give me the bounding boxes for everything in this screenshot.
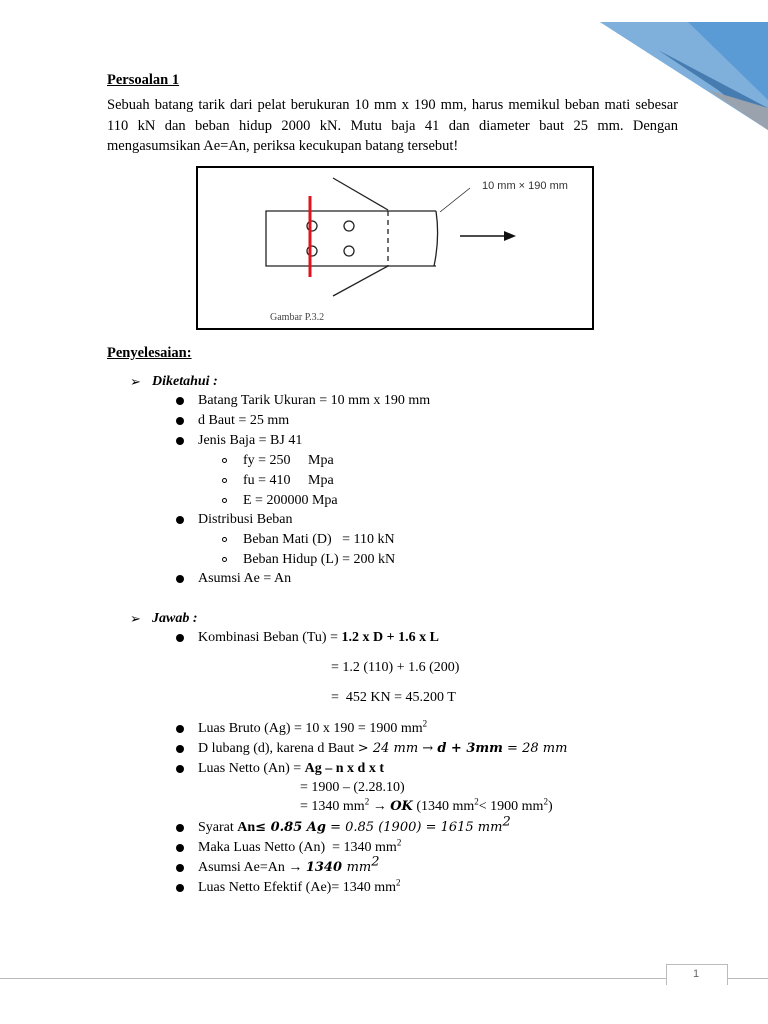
luas-netto-formula: Ag – n x d x t: [304, 761, 385, 776]
figure-caption: Gambar P.3.2: [270, 312, 325, 323]
list-item: Asumsi Ae = An: [198, 571, 292, 586]
bullet-icon: [176, 437, 184, 445]
list-item: Beban Hidup (L) = 200 kN: [243, 552, 396, 567]
bullet-icon: [176, 844, 184, 852]
luas-bruto-text: Luas Bruto (Ag) = 10 x 190 = 1900 mm: [198, 721, 423, 736]
sub-bullet-icon: [222, 498, 227, 503]
ok-label: OK: [390, 799, 413, 814]
luas-bruto: [198, 720, 427, 738]
problem-statement: Sebuah batang tarik dari pelat berukuran 10 mm x 190 mm, harus memikul beban mati sebesar 110 kN dan beban hidup 2000 kN. Mutu baja 41 dan diameter baut 25 mm. Dengan mengasumsikan Ae=An, periksa kecukupan batang tersebut!: [107, 97, 678, 154]
luas-netto-check: = 1340 $mm^2$ → OK (1340 $mm^2< 1900$ $mm^2$): [300, 796, 553, 814]
luas-netto-efektif: [198, 879, 401, 897]
luas-netto-step: = 1900 – (2.28.10): [300, 780, 405, 795]
kombinasi-label: Kombinasi Beban (Tu) =: [198, 630, 342, 645]
superscript: 2: [474, 796, 479, 807]
superscript: 2: [422, 718, 428, 729]
d-lubang-math-bold: d + 3mm: [437, 741, 503, 756]
bullet-icon: [176, 516, 184, 524]
list-item: Beban Mati (D) = 110 kN: [243, 532, 395, 547]
arrow-bullet-icon: ➢: [130, 374, 141, 389]
bullet-icon: [176, 884, 184, 892]
load-arrow: [460, 231, 516, 241]
bullet-icon: [176, 575, 184, 583]
luas-netto-compare: (1340 mm: [412, 799, 475, 814]
problem-title: Persoalan 1: [107, 72, 180, 88]
arrow-bullet-icon: ➢: [130, 611, 141, 626]
d-lubang-text: D lubang (d), karena d Baut: [198, 741, 358, 756]
bullet-icon: [176, 765, 184, 773]
sub-bullet-icon: [222, 557, 227, 562]
kombinasi-formula: 1.2 x D + 1.6 x L: [341, 630, 439, 645]
list-item: fu = 410 Mpa: [243, 473, 334, 488]
syarat-result: = 0.85 (1900) = 1615 mm: [325, 820, 503, 835]
superscript: 2: [364, 796, 370, 807]
kombinasi-beban: [198, 629, 439, 647]
list-item: Jenis Baja = BJ 41: [198, 433, 303, 448]
asumsi-value: 1340: [305, 860, 347, 875]
plate-drawing: [266, 178, 470, 296]
bullet-icon: [176, 864, 184, 872]
superscript: 2: [502, 814, 511, 830]
page-number: 1: [692, 968, 700, 980]
bullet-icon: [176, 397, 184, 405]
syarat-label: Syarat: [198, 820, 238, 835]
bullet-icon: [176, 725, 184, 733]
paren: ): [547, 799, 553, 814]
list-item: E = 200000 Mpa: [243, 493, 338, 508]
syarat: [198, 814, 511, 837]
footer-line: [0, 978, 768, 979]
solution-heading: Penyelesaian:: [107, 345, 192, 361]
bullet-icon: [176, 417, 184, 425]
sub-bullet-icon: [222, 458, 227, 463]
bolted-plate-figure: [196, 166, 594, 330]
kombinasi-step: = 1.2 (110) + 1.6 (200): [331, 660, 460, 675]
list-item: Batang Tarik Ukuran = 10 mm x 190 mm: [198, 393, 431, 408]
d-lubang-result: = 28 mm: [502, 741, 568, 756]
asumsi-ae-an: [198, 854, 380, 877]
luas-netto-label: Luas Netto (An) =: [198, 761, 305, 776]
dimension-label: 10 mm × 190 mm: [482, 180, 568, 192]
d-lubang: [198, 740, 567, 758]
list-item: d Baut = 25 mm: [198, 413, 290, 428]
superscript: 2: [371, 854, 380, 870]
asumsi-text: Asumsi Ae=An →: [198, 860, 306, 875]
bullet-icon: [176, 745, 184, 753]
luas-netto-compare2: < 1900 mm: [478, 799, 544, 814]
superscript: 2: [396, 837, 402, 848]
jawab-heading: Jawab :: [152, 611, 198, 626]
bullet-icon: [176, 824, 184, 832]
sub-bullet-icon: [222, 478, 227, 483]
diketahui-heading: Diketahui :: [152, 374, 218, 389]
d-lubang-math: > 24 mm →: [357, 741, 438, 756]
superscript: 2: [543, 796, 548, 807]
superscript: 2: [396, 877, 401, 888]
sub-bullet-icon: [222, 537, 227, 542]
asumsi-unit: mm: [346, 860, 372, 875]
syarat-an: An: [237, 820, 256, 835]
syarat-math: ≤ 0.85 Ag: [255, 820, 326, 835]
list-item: Distribusi Beban: [198, 512, 293, 527]
kombinasi-result: = 452 KN = 45.200 T: [331, 690, 456, 705]
bullet-icon: [176, 634, 184, 642]
list-item: fy = 250 Mpa: [243, 453, 334, 468]
luas-netto: [198, 760, 384, 778]
luas-netto-value: = 1340 mm: [300, 799, 365, 814]
maka-text: Maka Luas Netto (An) = 1340 mm: [198, 840, 397, 855]
efektif-text: Luas Netto Efektif (Ae)= 1340 mm: [198, 880, 397, 895]
